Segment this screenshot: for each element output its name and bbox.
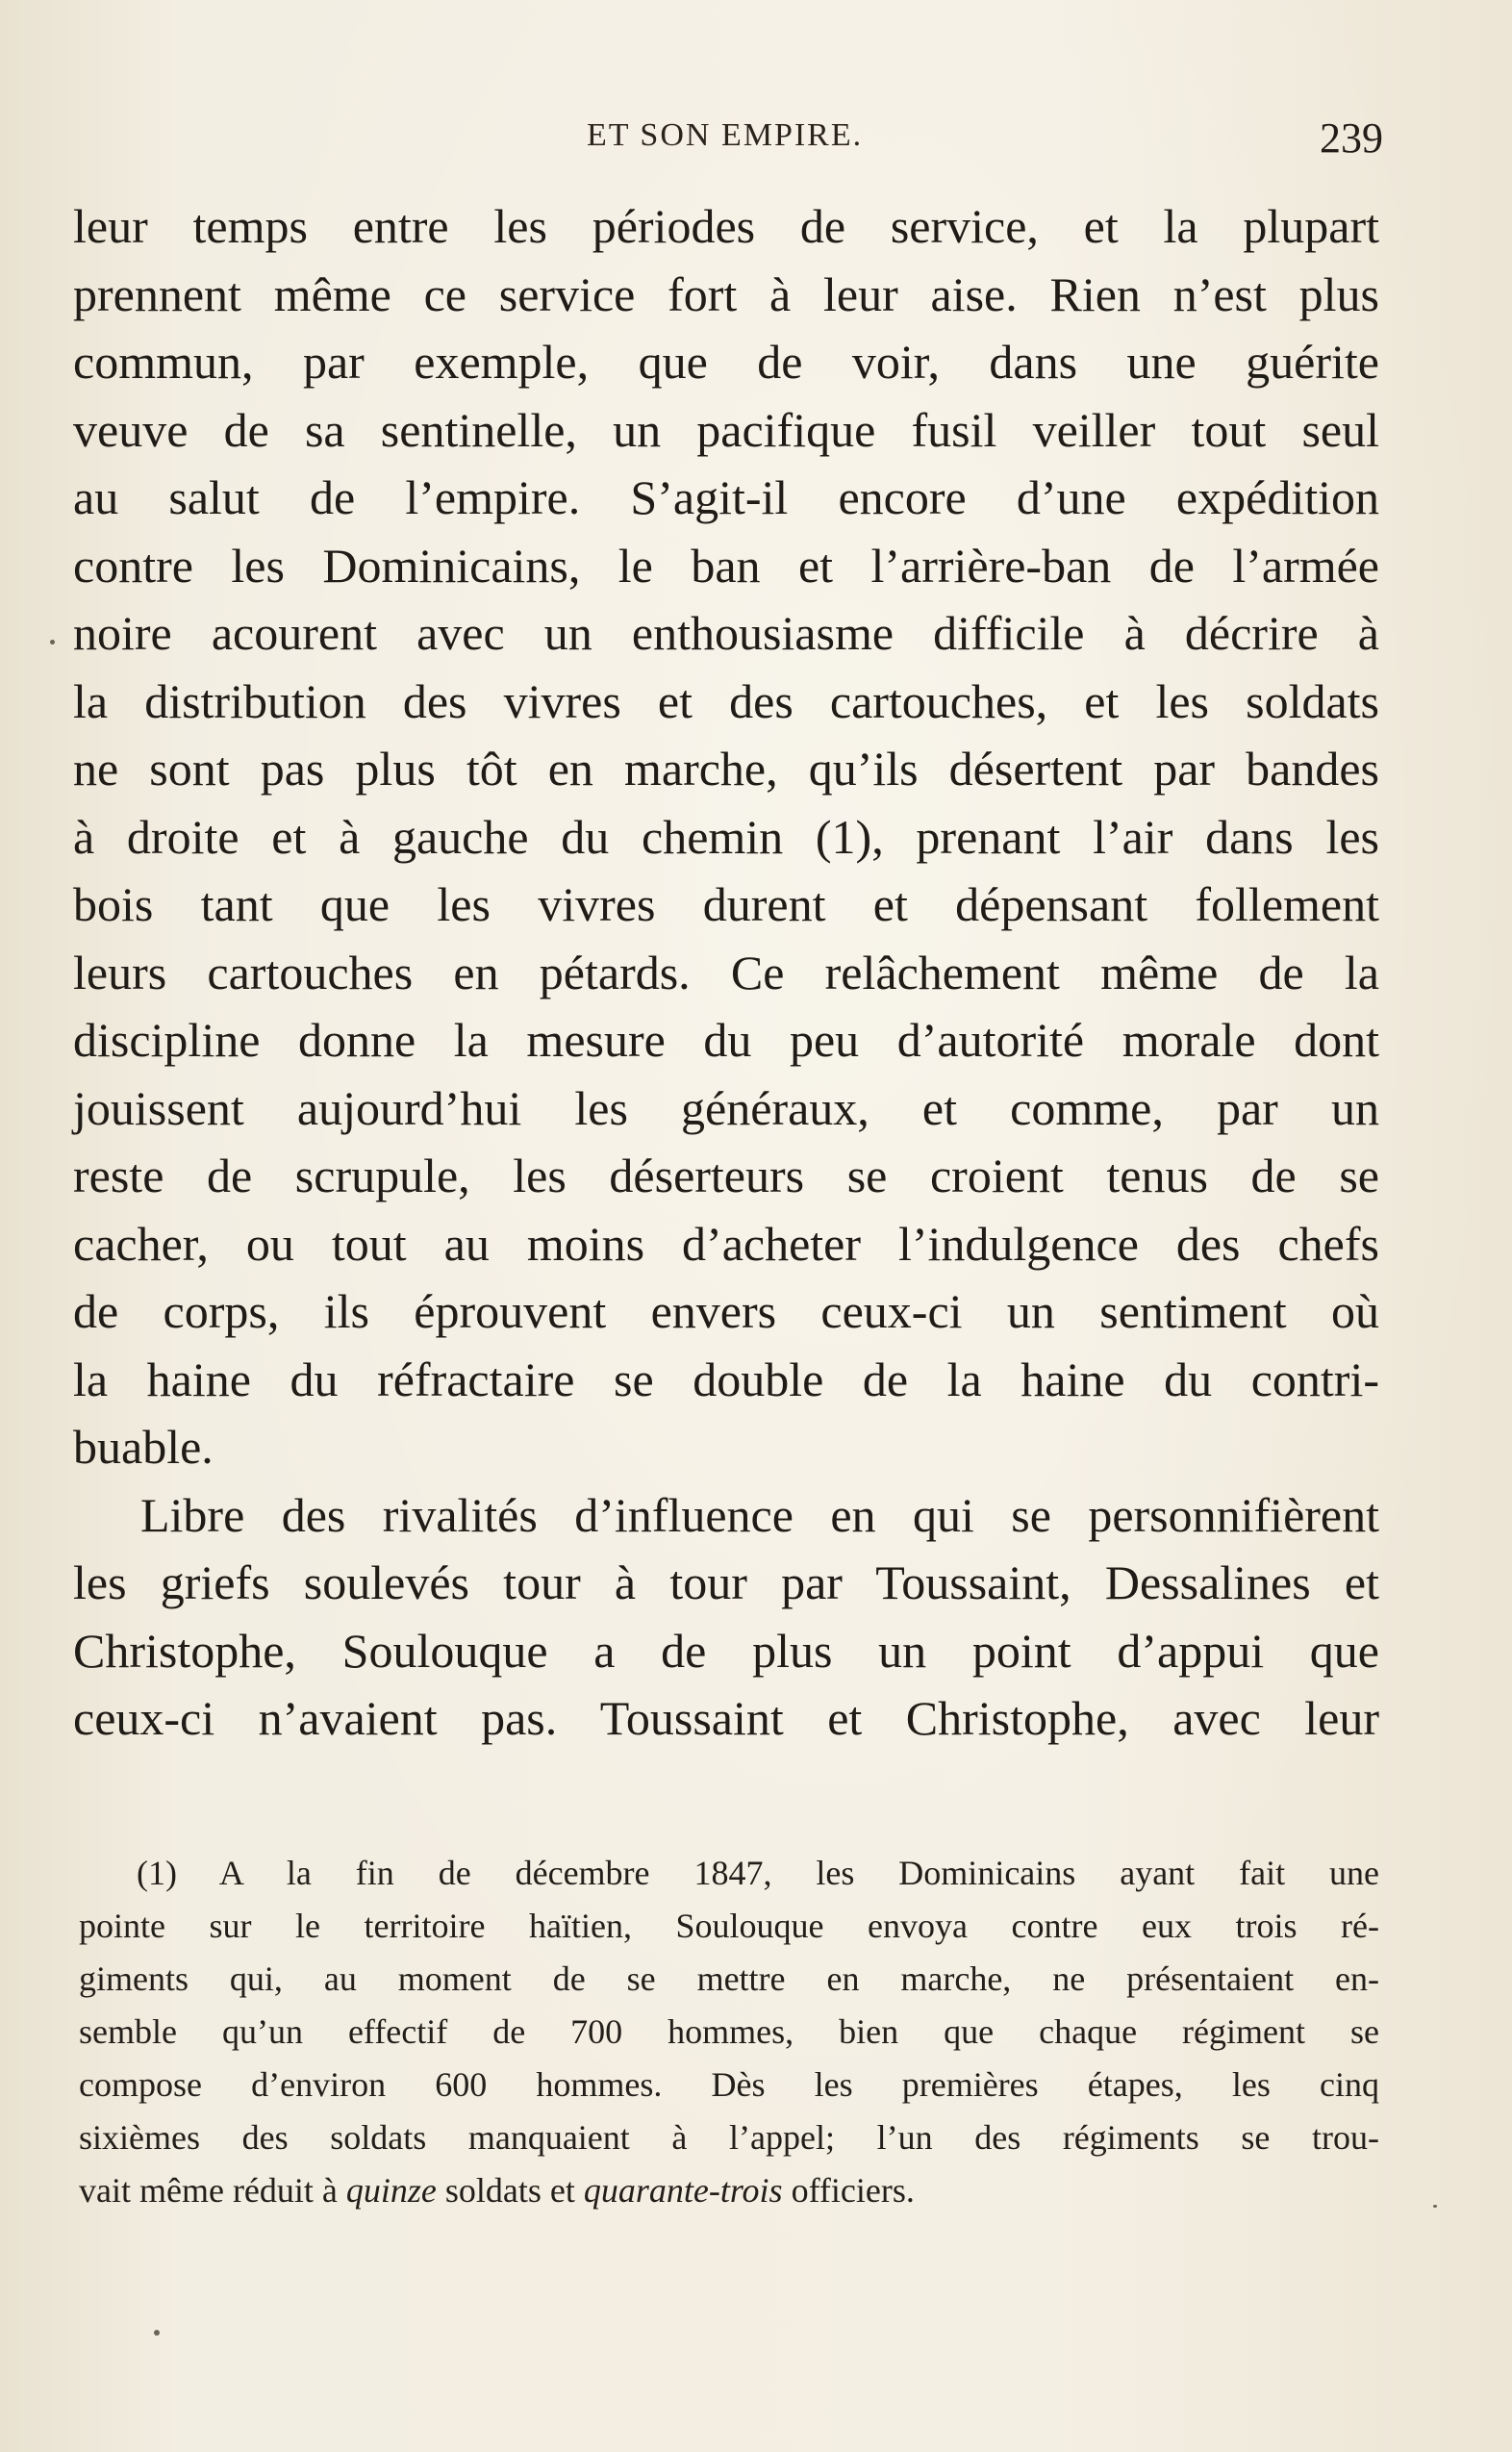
text-line: les griefs soulevés tour à tour par Toussaint, Dessalines et [73, 1555, 1379, 1609]
footnote-line: giments qui, au moment de se mettre en marche, ne présentaient en- [79, 1959, 1379, 1998]
text-line: prennent même ce service fort à leur aise. Rien n’est plus [73, 266, 1379, 321]
text-line: la haine du réfractaire se double de la haine du contri- [73, 1352, 1379, 1406]
paper-speck [50, 640, 55, 645]
footnote-text: vait même réduit à [79, 2171, 346, 2210]
footnote-line: pointe sur le territoire haïtien, Soulouque envoya contre eux trois ré- [79, 1907, 1379, 1945]
footnote-line: sixièmes des soldats manquaient à l’appel; l’un des régiments se trou- [79, 2118, 1379, 2157]
footnote-text: soldats et [436, 2171, 584, 2210]
text-line: de corps, ils éprouvent envers ceux-ci un sentiment où [73, 1284, 1379, 1338]
text-line: Libre des rivalités d’influence en qui se personnifièrent [140, 1487, 1379, 1542]
running-head: ET SON EMPIRE. [587, 117, 864, 153]
paper-speck [154, 2330, 160, 2336]
text-line: noire acourent avec un enthousiasme difficile à décrire à [73, 606, 1379, 660]
text-line: au salut de l’empire. S’agit-il encore d’une expédition [73, 470, 1379, 524]
footnote-line-last [79, 2164, 1379, 2217]
page-number: 239 [1320, 114, 1383, 162]
footnote-line: compose d’environ 600 hommes. Dès les premières étapes, les cinq [79, 2065, 1379, 2104]
text-line: reste de scrupule, les déserteurs se croient tenus de se [73, 1149, 1379, 1202]
text-line: ceux-ci n’avaient pas. Toussaint et Christophe, avec leur [73, 1691, 1379, 1745]
footnote-italic-quarante-trois: quarante-trois [583, 2171, 783, 2210]
page-header [67, 114, 1383, 162]
text-line: contre les Dominicains, le ban et l’arrière-ban de l’armée [73, 538, 1379, 593]
text-line: cacher, ou tout au moins d’acheter l’indulgence des chefs [73, 1216, 1379, 1271]
footnote-line: semble qu’un effectif de 700 hommes, bien que chaque régiment se [79, 2012, 1379, 2051]
footnote-text: officiers. [782, 2171, 915, 2210]
footnote-line: (1) A la fin de décembre 1847, les Dominicains ayant fait une [137, 1854, 1379, 1892]
text-line: buable. [73, 1420, 214, 1474]
text-line: discipline donne la mesure du peu d’autorité morale dont [73, 1013, 1379, 1067]
text-line: veuve de sa sentinelle, un pacifique fusil veiller tout seul [73, 402, 1379, 457]
text-line: la distribution des vivres et des cartouches, et les soldats [73, 673, 1379, 728]
footnote [79, 1847, 1379, 2217]
paper-speck [1433, 2205, 1437, 2208]
text-line: Christophe, Soulouque a de plus un point d’appui que [73, 1623, 1379, 1678]
body-text [73, 192, 1379, 1753]
text-line: leurs cartouches en pétards. Ce relâchement même de la [73, 945, 1379, 999]
text-line: commun, par exemple, que de voir, dans une guérite [73, 335, 1379, 389]
text-line: ne sont pas plus tôt en marche, qu’ils désertent par bandes [73, 742, 1379, 796]
text-line: jouissent aujourd’hui les généraux, et comme, par un [73, 1080, 1379, 1135]
text-line: à droite et à gauche du chemin (1), prenant l’air dans les [73, 809, 1379, 864]
text-line: bois tant que les vivres durent et dépensant follement [73, 877, 1379, 931]
footnote-italic-quinze: quinze [345, 2171, 437, 2210]
text-line: leur temps entre les périodes de service, et la plupart [73, 199, 1379, 253]
